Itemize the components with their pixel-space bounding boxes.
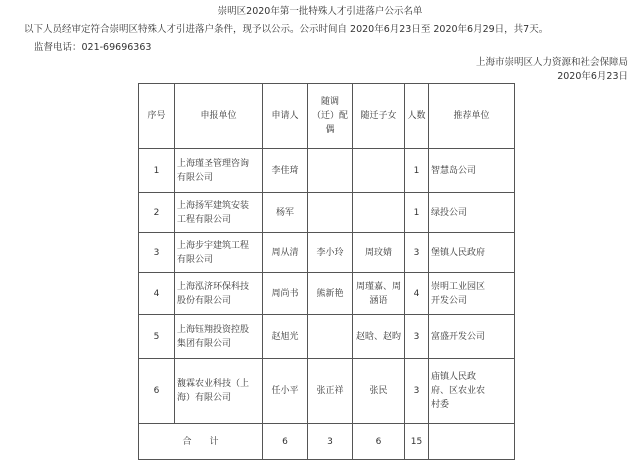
cell-recommender: 绿投公司 xyxy=(429,193,515,233)
table-row xyxy=(139,273,515,315)
cell-applicant: 李佳琦 xyxy=(263,149,308,193)
cell-recommender: 堡镇人民政府 xyxy=(429,233,515,273)
cell-spouse: 熊新艳 xyxy=(308,273,353,315)
cell-count: 3 xyxy=(405,359,429,424)
intro-text: 以下人员经审定符合崇明区特殊人才引进落户条件，现予以公示。公示时间自 2020年6月23日至 2020年6月29日，共7天。 xyxy=(24,24,549,35)
cell-count: 1 xyxy=(405,193,429,233)
cell-unit: 上海扬军建筑安装 工程有限公司 xyxy=(175,193,263,233)
cell-recommender: 富盛开发公司 xyxy=(429,315,515,359)
total-count: 15 xyxy=(405,424,429,460)
cell-seq: 2 xyxy=(139,193,175,233)
cell-children xyxy=(353,193,405,233)
cell-applicant: 周尚书 xyxy=(263,273,308,315)
header-applicant: 申请人 xyxy=(263,84,308,149)
total-children: 6 xyxy=(353,424,405,460)
cell-spouse xyxy=(308,315,353,359)
cell-count: 4 xyxy=(405,273,429,315)
cell-applicant: 杨军 xyxy=(263,193,308,233)
total-recommender xyxy=(429,424,515,460)
cell-unit: 上海步宇建筑工程 有限公司 xyxy=(175,233,263,273)
cell-seq: 6 xyxy=(139,359,175,424)
header-recommender: 推荐单位 xyxy=(429,84,515,149)
cell-unit: 上海瑾圣管理咨询 有限公司 xyxy=(175,149,263,193)
cell-count: 3 xyxy=(405,315,429,359)
cell-spouse: 李小玲 xyxy=(308,233,353,273)
cell-recommender: 崇明工业园区 开发公司 xyxy=(429,273,515,315)
header-unit: 申报单位 xyxy=(175,84,263,149)
cell-unit: 上海钰翔投资控股 集团有限公司 xyxy=(175,315,263,359)
cell-recommender: 智慧岛公司 xyxy=(429,149,515,193)
cell-seq: 4 xyxy=(139,273,175,315)
cell-children: 周玟婧 xyxy=(353,233,405,273)
cell-children: 赵晗、赵昀 xyxy=(353,315,405,359)
cell-applicant: 周从清 xyxy=(263,233,308,273)
cell-children xyxy=(353,149,405,193)
cell-recommender: 庙镇人民政 府、区农业农 村委 xyxy=(429,359,515,424)
supervise-phone: 监督电话：021-69696363 xyxy=(34,42,152,53)
header-children: 随迁子女 xyxy=(353,84,405,149)
total-spouse: 3 xyxy=(308,424,353,460)
table-row xyxy=(139,233,515,273)
cell-applicant: 赵旭光 xyxy=(263,315,308,359)
talent-roster-table xyxy=(138,83,515,460)
cell-seq: 3 xyxy=(139,233,175,273)
table-row xyxy=(139,149,515,193)
cell-count: 1 xyxy=(405,149,429,193)
cell-seq: 1 xyxy=(139,149,175,193)
header-seq: 序号 xyxy=(139,84,175,149)
cell-count: 3 xyxy=(405,233,429,273)
cell-spouse xyxy=(308,149,353,193)
table-row xyxy=(139,315,515,359)
total-row xyxy=(139,424,515,460)
table-row xyxy=(139,359,515,424)
header-count: 人数 xyxy=(405,84,429,149)
cell-spouse: 张正祥 xyxy=(308,359,353,424)
issuer-name: 上海市崇明区人力资源和社会保障局 xyxy=(475,57,628,68)
cell-seq: 5 xyxy=(139,315,175,359)
cell-children: 张民 xyxy=(353,359,405,424)
header-spouse: 随调 （迁）配 偶 xyxy=(308,84,353,149)
table-row xyxy=(139,193,515,233)
cell-applicant: 任小平 xyxy=(263,359,308,424)
total-applicant: 6 xyxy=(263,424,308,460)
cell-unit: 上海泓济环保科技 股份有限公司 xyxy=(175,273,263,315)
cell-spouse xyxy=(308,193,353,233)
total-label: 合 计 xyxy=(139,424,263,460)
table-header-row xyxy=(139,84,515,149)
document-title: 崇明区2020年第一批特殊人才引进落户公示名单 xyxy=(217,6,423,17)
cell-unit: 馥霖农业科技（上 海）有限公司 xyxy=(175,359,263,424)
issue-date: 2020年6月23日 xyxy=(557,71,628,82)
cell-children: 周瑾嘉、周 涵语 xyxy=(353,273,405,315)
